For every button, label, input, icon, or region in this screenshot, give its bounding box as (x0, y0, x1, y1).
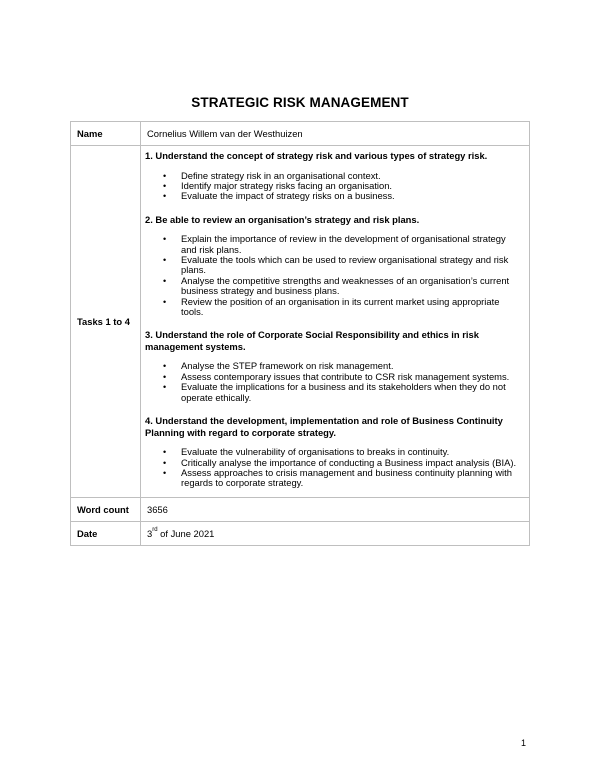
list-item: • Critically analyse the importance of conducting a Business impact analysis (BIA). (145, 458, 521, 468)
date-day: 3 (147, 527, 153, 539)
name-label: Name (71, 122, 141, 146)
name-value: Cornelius Willem van der Westhuizen (141, 122, 530, 146)
task-section-1 (145, 150, 521, 202)
tasks-content (141, 146, 530, 498)
name-row (71, 122, 530, 146)
task-heading-continued: Planning with regard to corporate strategy. (145, 426, 337, 438)
task-bullet-list (145, 171, 521, 202)
task-heading: 2. Be able to review an organisation’s strategy and risk plans. (145, 213, 420, 225)
task-bullet-list (145, 234, 521, 317)
date-value (141, 521, 530, 545)
list-item: • Assess approaches to crisis management and business continuity planning with regards to corporate strategy. (145, 468, 521, 489)
task-heading: 4. Understand the development, implementation and role of Business Continuity (145, 415, 503, 427)
list-item: • Evaluate the impact of strategy risks on a business. (145, 191, 521, 201)
list-item: • Assess contemporary issues that contribute to CSR risk management systems. (145, 372, 521, 382)
word-count-label: Word count (71, 497, 141, 521)
list-item: • Analyse the STEP framework on risk management. (145, 361, 521, 371)
list-item: • Analyse the competitive strengths and weaknesses of an organisation’s current business strategy and business plans. (145, 276, 521, 297)
task-heading: 3. Understand the role of Corporate Social Responsibility and ethics in risk management systems. (145, 329, 479, 352)
document-title: STRATEGIC RISK MANAGEMENT (191, 95, 409, 110)
task-section-3 (145, 329, 521, 403)
task-heading: 1. Understand the concept of strategy risk and various types of strategy risk. (145, 150, 488, 161)
list-item: • Identify major strategy risks facing an organisation. (145, 181, 521, 191)
date-month-year: of June 2021 (157, 527, 215, 539)
word-count-row (71, 497, 530, 521)
tasks-row (71, 146, 530, 498)
task-section-4 (145, 415, 521, 489)
assignment-info-table (70, 121, 530, 546)
page-number: 1 (520, 738, 526, 748)
list-item: • Evaluate the vulnerability of organisations to breaks in continuity. (145, 447, 521, 457)
date-row (71, 521, 530, 545)
task-bullet-list (145, 361, 521, 403)
task-bullet-list (145, 447, 521, 489)
task-section-2 (145, 214, 521, 318)
list-item: • Review the position of an organisation in its current market using appropriate tools. (145, 297, 521, 318)
tasks-label: Tasks 1 to 4 (71, 146, 141, 498)
date-ordinal-suffix: rd (152, 526, 158, 533)
list-item: • Explain the importance of review in the development of organisational strategy and risk plans. (145, 234, 521, 255)
list-item: • Evaluate the implications for a business and its stakeholders when they do not operate ethically. (145, 382, 521, 403)
word-count-value: 3656 (141, 497, 530, 521)
list-item: • Define strategy risk in an organisational context. (145, 171, 521, 181)
date-label: Date (71, 521, 141, 545)
list-item: • Evaluate the tools which can be used to review organisational strategy and risk plans. (145, 255, 521, 276)
